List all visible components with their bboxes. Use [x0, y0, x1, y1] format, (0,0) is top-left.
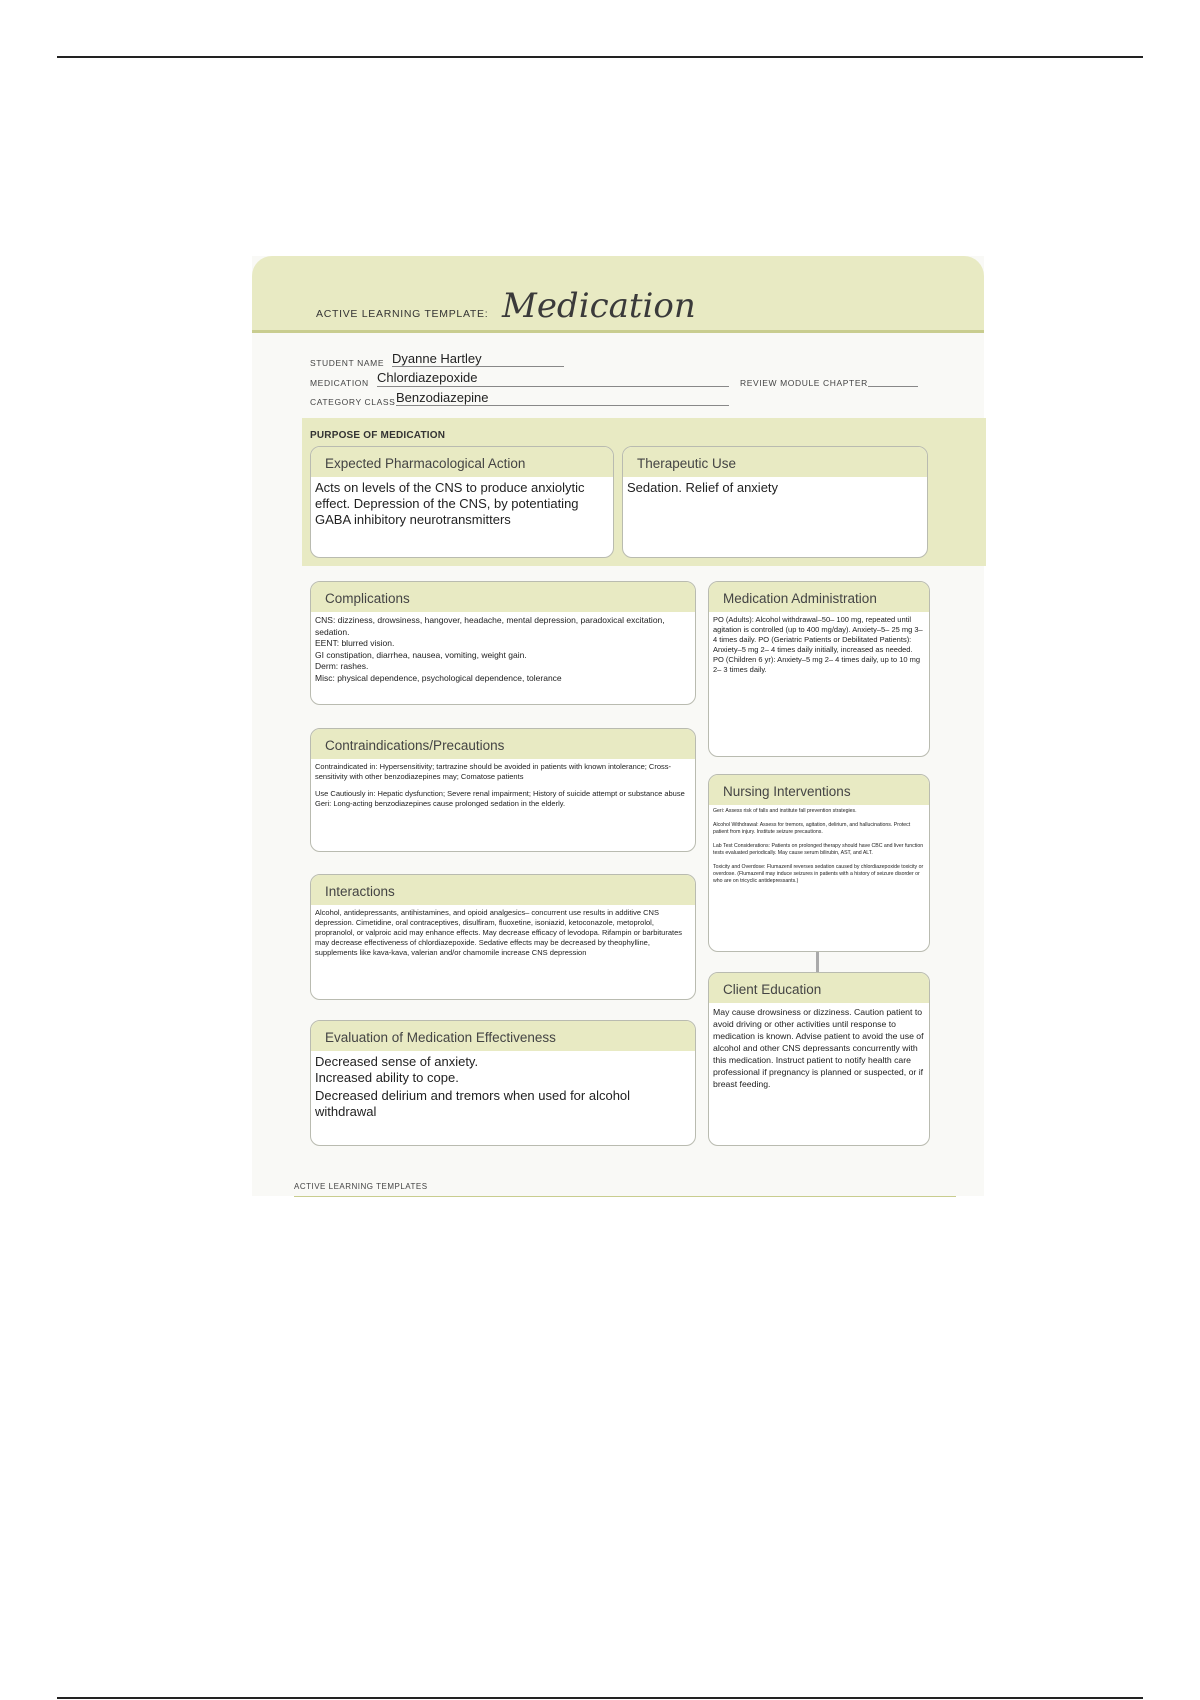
- complications-text: [311, 612, 695, 687]
- expected-action-heading: Expected Pharmacological Action: [311, 447, 613, 477]
- complications-line: GI constipation, diarrhea, nausea, vomiting, weight gain.: [315, 649, 527, 660]
- complications-heading: Complications: [311, 582, 695, 612]
- therapeutic-use-box: [622, 446, 928, 558]
- interactions-box: [310, 874, 696, 1000]
- category-class-underline: [396, 405, 729, 406]
- medication-template-page: [252, 256, 984, 1196]
- top-page-rule: [57, 56, 1143, 58]
- client-education-text: May cause drowsiness or dizziness. Caution patient to avoid driving or other activities until response to medication is known. Advise patient to avoid the use of alcohol and other CNS depressants concurrently with this medication. Instruct patient to notify health care professional if pregnancy is planned or suspected, or if breast feeding.: [713, 1007, 924, 1089]
- nursing-interventions-heading: Nursing Interventions: [709, 775, 929, 805]
- bottom-page-rule: [57, 1697, 1143, 1699]
- complications-line: Misc: physical dependence, psychological dependence, tolerance: [315, 672, 562, 683]
- complications-line: CNS: dizziness, drowsiness, hangover, headache, mental depression, paradoxical excitation, sedation.: [315, 615, 665, 637]
- expected-action-text: Acts on levels of the CNS to produce anxiolytic effect. Depression of the CNS, by potentiating GABA inhibitory neurotransmitters: [315, 480, 585, 527]
- medication-administration-heading: Medication Administration: [709, 582, 929, 612]
- therapeutic-use-text: Sedation. Relief of anxiety: [627, 480, 779, 495]
- nursing-interventions-paragraph: Lab Test Considerations: Patients on prolonged therapy should have CBC and liver function tests evaluated periodically. May cause serum bilirubin, AST, and ALT.: [713, 843, 924, 856]
- evaluation-box: [310, 1020, 696, 1146]
- evaluation-line: Increased ability to cope.: [315, 1070, 459, 1085]
- review-module-chapter-label: REVIEW MODULE CHAPTER: [740, 378, 868, 388]
- student-name-value: Dyanne Hartley: [392, 351, 482, 366]
- contraindications-paragraph: Contraindicated in: Hypersensitivity; tartrazine should be avoided in patients with known intolerance; Cross-sensitivity with other benzodiazepines may; Comatose patients: [315, 762, 672, 781]
- client-education-heading: Client Education: [709, 973, 929, 1003]
- footer-rule: [294, 1196, 956, 1197]
- complications-line: EENT: blurred vision.: [315, 638, 395, 648]
- contraindications-text: [311, 759, 695, 812]
- template-header: [252, 256, 984, 333]
- contraindications-box: [310, 728, 696, 852]
- medication-administration-box: [708, 581, 930, 757]
- review-module-chapter-underline: [868, 386, 918, 387]
- expected-action-box: [310, 446, 614, 558]
- nursing-interventions-box: [708, 774, 930, 952]
- client-education-box: [708, 972, 930, 1146]
- medication-value: Chlordiazepoxide: [377, 370, 478, 385]
- connector-line: [816, 952, 819, 972]
- evaluation-text: [311, 1051, 695, 1123]
- evaluation-line: Decreased delirium and tremors when used for alcohol withdrawal: [315, 1088, 631, 1119]
- interactions-heading: Interactions: [311, 875, 695, 905]
- contraindications-heading: Contraindications/Precautions: [311, 729, 695, 759]
- nursing-interventions-paragraph: Toxicity and Overdose: Flumazenil reverses sedation caused by chlordiazepoxide toxicity or overdose. (Flumazenil may induce seizures in patients with a history of seizure disorder or who are on tricyclic antidepressants.): [713, 864, 924, 884]
- template-label: ACTIVE LEARNING TEMPLATE:: [316, 308, 489, 320]
- medication-underline: [377, 386, 729, 387]
- evaluation-heading: Evaluation of Medication Effectiveness: [311, 1021, 695, 1051]
- evaluation-line: Decreased sense of anxiety.: [315, 1054, 479, 1069]
- contraindications-paragraph: Use Cautiously in: Hepatic dysfunction; Severe renal impairment; History of suicide attempt or substance abuse Geri: Long-acting benzodiazepines cause prolonged sedation in the elderly.: [315, 789, 685, 808]
- complications-line: Derm: rashes.: [315, 661, 369, 671]
- complications-box: [310, 581, 696, 705]
- nursing-interventions-paragraph: Alcohol Withdrawal: Assess for tremors, agitation, delirium, and hallucinations. Protect patient from injury. Institute seizure precautions.: [713, 822, 911, 835]
- purpose-title: PURPOSE OF MEDICATION: [310, 430, 446, 441]
- footer-label: ACTIVE LEARNING TEMPLATES: [294, 1182, 428, 1191]
- student-name-label: STUDENT NAME: [310, 358, 385, 368]
- therapeutic-use-heading: Therapeutic Use: [623, 447, 927, 477]
- student-name-underline: [392, 366, 564, 367]
- nursing-interventions-text: [709, 805, 929, 888]
- medication-administration-text: PO (Adults): Alcohol withdrawal–50– 100 mg, repeated until agitation is controlled (up to 400 mg/day). Anxiety–5– 25 mg 3– 4 times daily. PO (Geriatric Patients or Debilitated Patients): Anxiety–5 mg 2– 4 times daily initially, increased as needed. PO (Children 6 yr): Anxiety–5 mg 2– 4 times daily, up to 10 mg 2– 3 times daily.: [713, 615, 923, 674]
- medication-label: MEDICATION: [310, 378, 369, 388]
- template-title: Medication: [502, 286, 696, 326]
- interactions-text: Alcohol, antidepressants, antihistamines, and opioid analgesics– concurrent use results in additive CNS depression. Cimetidine, oral contraceptives, disulfiram, fluoxetine, isoniazid, ketoconazole, metoprolol, propranolol, or valproic acid may enhance effects. May decrease efficacy of levodopa. Rifampin or barbiturates may decrease effectiveness of chlordiazepoxide. Sedative effects may be decreased by theophylline, supplements like kava-kava, valerian and/or chamomile increase CNS depression: [315, 908, 683, 957]
- category-class-value: Benzodiazepine: [396, 390, 489, 405]
- nursing-interventions-paragraph: Geri: Assess risk of falls and institute fall prevention strategies.: [713, 808, 857, 814]
- category-class-label: CATEGORY CLASS: [310, 397, 396, 407]
